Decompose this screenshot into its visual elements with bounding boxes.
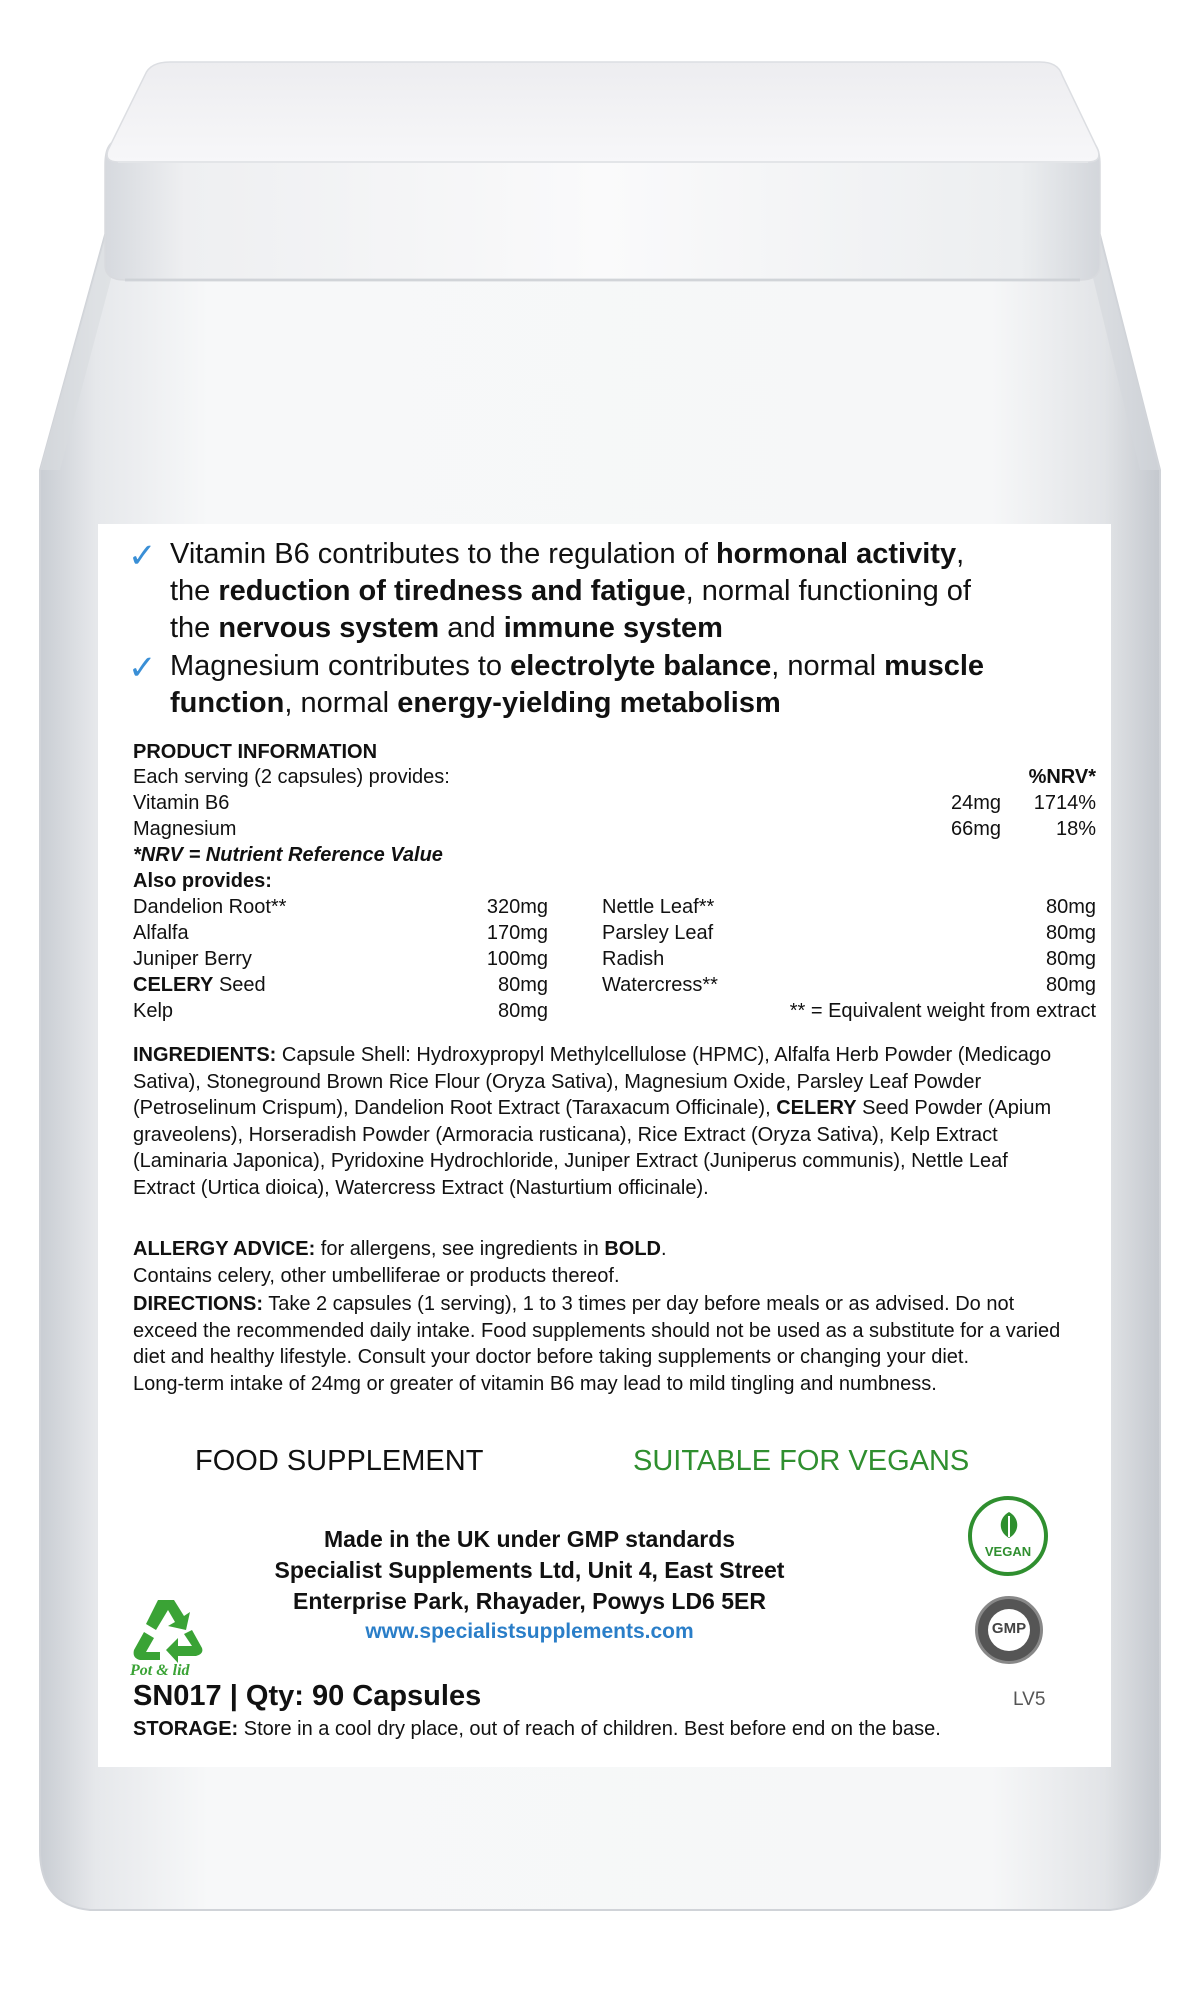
also-item-name: Kelp <box>133 1000 174 1022</box>
also-item-amount: 100mg <box>486 948 548 970</box>
label-version: LV5 <box>1013 1689 1046 1710</box>
maker-line-3: Enterprise Park, Rhayader, Powys LD6 5ER <box>293 1588 766 1614</box>
also-item-name: Juniper Berry <box>133 948 252 970</box>
also-item-name: Nettle Leaf** <box>602 896 715 918</box>
recycle-label: Pot & lid <box>130 1662 190 1679</box>
vegan-leaf-icon <box>994 1510 1024 1540</box>
also-item-amount: 170mg <box>486 922 548 944</box>
serving-text: Each serving (2 capsules) provides: <box>133 766 450 788</box>
claim-line-5: function, normal energy-yielding metabolism <box>170 687 781 719</box>
also-item-amount: 80mg <box>497 1000 548 1022</box>
also-item-amount: 80mg <box>1045 896 1096 918</box>
ingredients-text: INGREDIENTS: Capsule Shell: Hydroxypropyl Methylcellulose (HPMC), Alfalfa Herb Powder (Medicago Sativa), Stoneground Brown Rice Flour (Oryza Sativa), Magnesium Oxide, Parsley Leaf Powder (Petroselinum Crispum), Dandelion Root Extract (Taraxacum Officinale), CELERY Seed Powder (Apium graveolens), Horseradish Powder (Armoracia rusticana), Rice Extract (Oryza Sativa), Kelp Extract (Laminaria Japonica), Pyridoxine Hydrochloride, Juniper Extract (Juniperus communis), Nettle Leaf Extract (Urtica dioica), Watercress Extract (Nasturtium officinale). <box>133 1044 1052 1199</box>
also-provides-heading: Also provides: <box>133 870 272 892</box>
nutrient-name: Vitamin B6 <box>133 792 230 814</box>
claim-line-2: the reduction of tiredness and fatigue, normal functioning of <box>170 575 971 607</box>
also-item-amount: 320mg <box>486 896 548 918</box>
product-info-heading: PRODUCT INFORMATION <box>133 741 378 763</box>
gmp-seal-icon <box>975 1596 1043 1664</box>
vegan-badge-text: VEGAN <box>984 1544 1032 1559</box>
also-item-amount: 80mg <box>1045 922 1096 944</box>
check-icon: ✓ <box>128 649 157 687</box>
allergy-text: ALLERGY ADVICE: for allergens, see ingredients in BOLD. Contains celery, other umbelliferae or products thereof. <box>133 1238 667 1287</box>
vegan-text: SUITABLE FOR VEGANS <box>633 1445 970 1477</box>
check-icon: ✓ <box>128 537 157 575</box>
gmp-badge-text: GMP <box>991 1620 1027 1637</box>
sku-quantity: SN017 | Qty: 90 Capsules <box>133 1680 482 1712</box>
also-item-amount: 80mg <box>1045 974 1096 996</box>
nutrient-amount: 66mg <box>950 818 1001 840</box>
food-supplement-text: FOOD SUPPLEMENT <box>195 1445 484 1477</box>
claim-line-4: Magnesium contributes to electrolyte balance, normal muscle <box>170 650 985 682</box>
maker-line-2: Specialist Supplements Ltd, Unit 4, East Street <box>274 1557 785 1583</box>
claim-line-1: Vitamin B6 contributes to the regulation of hormonal activity, <box>170 538 965 570</box>
product-label <box>98 524 1111 1767</box>
also-item-name: CELERY Seed <box>133 974 266 996</box>
also-item-amount: 80mg <box>1045 948 1096 970</box>
maker-line-1: Made in the UK under GMP standards <box>323 1526 736 1552</box>
nutrient-amount: 24mg <box>950 792 1001 814</box>
claim-line-3: the nervous system and immune system <box>170 612 723 644</box>
also-item-name: Watercress** <box>602 974 718 996</box>
vegan-badge <box>968 1496 1048 1576</box>
also-item-name: Alfalfa <box>133 922 189 944</box>
extract-note: ** = Equivalent weight from extract <box>789 1000 1096 1022</box>
directions-text: DIRECTIONS: Take 2 capsules (1 serving), 1 to 3 times per day before meals or as advised. Do not exceed the recommended daily intake. Food supplements should not be used as a substitute for a varied diet and healthy lifestyle. Consult your doctor before taking supplements or changing your diet. Long-term intake of 24mg or greater of vitamin B6 may lead to mild tingling and numbness. <box>133 1293 1061 1395</box>
storage-text: STORAGE: Store in a cool dry place, out of reach of children. Best before end on the base. <box>133 1718 941 1740</box>
nutrient-name: Magnesium <box>133 818 237 840</box>
nrv-note: *NRV = Nutrient Reference Value <box>133 844 443 866</box>
recycle-icon <box>128 1596 208 1666</box>
also-item-name: Radish <box>602 948 665 970</box>
website-link[interactable]: www.specialistsupplements.com <box>365 1620 694 1643</box>
also-item-name: Parsley Leaf <box>602 922 714 944</box>
nrv-header: %NRV* <box>1028 766 1096 788</box>
nutrient-nrv: 1714% <box>1033 792 1096 814</box>
also-item-name: Dandelion Root** <box>133 896 287 918</box>
nutrient-nrv: 18% <box>1055 818 1096 840</box>
also-item-amount: 80mg <box>497 974 548 996</box>
